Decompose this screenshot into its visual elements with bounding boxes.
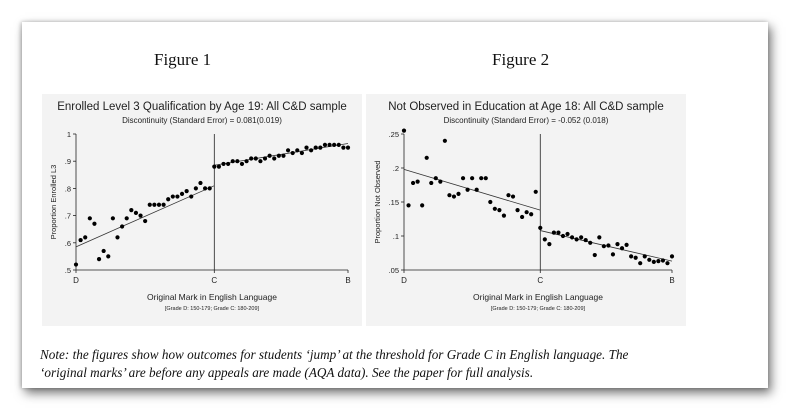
x-tick-label: B xyxy=(669,276,675,285)
note-line-2: ‘original marks’ are before any appeals are made (AQA data). See the paper for full analysis. xyxy=(40,365,534,380)
data-point xyxy=(327,143,331,147)
data-point xyxy=(332,143,336,147)
data-point xyxy=(620,246,624,250)
data-point xyxy=(254,156,258,160)
data-point xyxy=(511,194,515,198)
data-point xyxy=(231,159,235,163)
data-point xyxy=(314,146,318,150)
data-point xyxy=(300,151,304,155)
data-point xyxy=(624,243,628,247)
x-axis-note: [Grade D: 150-179; Grade C: 180-209] xyxy=(490,306,586,312)
data-point xyxy=(194,186,198,190)
data-point xyxy=(565,232,569,236)
data-point xyxy=(318,146,322,150)
data-point xyxy=(161,203,165,207)
data-point xyxy=(221,162,225,166)
chart-subtitle: Discontinuity (Standard Error) = -0.052 (0.018) xyxy=(443,116,609,125)
y-axis-label: Proportion Not Observed xyxy=(373,160,382,244)
data-point xyxy=(547,242,551,246)
data-point xyxy=(402,129,406,133)
data-point xyxy=(152,203,156,207)
data-point xyxy=(593,253,597,257)
x-tick-label: D xyxy=(401,276,407,285)
data-point xyxy=(470,176,474,180)
data-point xyxy=(488,200,492,204)
data-point xyxy=(189,194,193,198)
data-point xyxy=(217,165,221,169)
chart-title: Enrolled Level 3 Qualification by Age 19: All C&D sample xyxy=(57,101,347,113)
data-point xyxy=(323,143,327,147)
x-tick-label: C xyxy=(211,276,218,285)
figure-2-label: Figure 2 xyxy=(492,50,550,69)
x-axis-label: Original Mark in English Language xyxy=(473,292,603,302)
data-point xyxy=(456,192,460,196)
data-point xyxy=(661,258,665,262)
data-point xyxy=(552,231,556,235)
data-point xyxy=(74,262,78,266)
data-point xyxy=(88,216,92,220)
data-point xyxy=(502,214,506,218)
data-point xyxy=(670,254,674,258)
data-point xyxy=(643,254,647,258)
data-point xyxy=(556,231,560,235)
x-tick-label: C xyxy=(537,276,544,285)
data-point xyxy=(166,197,170,201)
data-point xyxy=(258,159,262,163)
data-point xyxy=(529,212,533,216)
data-point xyxy=(665,261,669,265)
data-point xyxy=(125,216,129,220)
data-point xyxy=(185,189,189,193)
data-point xyxy=(295,148,299,152)
chart-title: Not Observed in Education at Age 18: All C&D sample xyxy=(388,101,664,113)
data-point xyxy=(244,159,248,163)
data-point xyxy=(346,146,350,150)
fit-line-right xyxy=(540,231,672,262)
data-point xyxy=(157,203,161,207)
data-point xyxy=(341,146,345,150)
data-point xyxy=(461,176,465,180)
data-point xyxy=(575,237,579,241)
data-point xyxy=(543,237,547,241)
figure-1-label: Figure 1 xyxy=(154,50,212,69)
fit-line-left xyxy=(76,186,214,247)
data-point xyxy=(416,180,420,184)
data-point xyxy=(465,188,469,192)
y-tick-label: .05 xyxy=(388,266,399,275)
data-point xyxy=(534,190,538,194)
data-point xyxy=(134,211,138,215)
data-point xyxy=(588,241,592,245)
data-point xyxy=(106,254,110,258)
data-point xyxy=(337,143,341,147)
data-point xyxy=(579,235,583,239)
data-point xyxy=(198,181,202,185)
data-point xyxy=(203,186,207,190)
y-tick-label: .2 xyxy=(392,164,399,173)
data-point xyxy=(148,203,152,207)
data-point xyxy=(263,156,267,160)
data-point xyxy=(129,208,133,212)
data-point xyxy=(143,219,147,223)
data-point xyxy=(111,216,115,220)
data-point xyxy=(584,238,588,242)
data-point xyxy=(425,156,429,160)
chart-1 xyxy=(42,94,362,326)
data-point xyxy=(304,146,308,150)
data-point xyxy=(83,235,87,239)
data-point xyxy=(538,226,542,230)
data-point xyxy=(652,260,656,264)
data-point xyxy=(309,148,313,152)
note-line-1: Note: the figures show how outcomes for students ‘jump’ at the threshold for Grade C in English language. The xyxy=(40,347,629,362)
data-point xyxy=(92,222,96,226)
data-point xyxy=(497,208,501,212)
data-point xyxy=(520,215,524,219)
chart-panel-1 xyxy=(42,94,362,326)
data-point xyxy=(406,203,410,207)
y-tick-label: .9 xyxy=(64,157,71,167)
data-point xyxy=(475,188,479,192)
data-point xyxy=(277,154,281,158)
data-point xyxy=(570,235,574,239)
data-point xyxy=(235,159,239,163)
data-point xyxy=(226,162,230,166)
data-point xyxy=(479,176,483,180)
data-point xyxy=(281,154,285,158)
data-point xyxy=(443,139,447,143)
x-tick-label: D xyxy=(73,276,79,285)
y-tick-label: .5 xyxy=(64,266,71,275)
data-point xyxy=(506,193,510,197)
data-point xyxy=(120,224,124,228)
y-tick-label: .6 xyxy=(64,238,71,248)
data-point xyxy=(634,256,638,260)
data-point xyxy=(434,176,438,180)
chart-panel-2 xyxy=(366,94,686,326)
data-point xyxy=(272,156,276,160)
data-point xyxy=(138,214,142,218)
data-point xyxy=(429,181,433,185)
x-tick-label: B xyxy=(345,276,351,285)
y-tick-label: .8 xyxy=(64,184,71,194)
y-tick-label: .25 xyxy=(388,130,399,139)
x-axis-note: [Grade D: 150-179; Grade C: 180-209] xyxy=(164,306,260,312)
data-point xyxy=(525,210,529,214)
data-point xyxy=(212,165,216,169)
data-point xyxy=(602,244,606,248)
data-point xyxy=(438,180,442,184)
data-point xyxy=(484,176,488,180)
data-point xyxy=(291,151,295,155)
data-point xyxy=(615,242,619,246)
data-point xyxy=(515,208,519,212)
chart-2 xyxy=(366,94,686,326)
data-point xyxy=(629,254,633,258)
y-tick-label: .7 xyxy=(64,211,71,221)
data-point xyxy=(249,156,253,160)
data-point xyxy=(656,259,660,263)
data-point xyxy=(611,252,615,256)
x-axis-label: Original Mark in English Language xyxy=(147,292,277,302)
data-point xyxy=(597,235,601,239)
data-point xyxy=(606,243,610,247)
data-point xyxy=(97,257,101,261)
fit-line-left xyxy=(404,169,540,210)
data-point xyxy=(268,154,272,158)
data-point xyxy=(171,194,175,198)
data-point xyxy=(447,193,451,197)
data-point xyxy=(647,258,651,262)
data-point xyxy=(493,207,497,211)
y-tick-label: .15 xyxy=(388,198,399,207)
y-axis-label: Proportion Enrolled L3 xyxy=(49,164,58,240)
data-point xyxy=(638,261,642,265)
data-point xyxy=(452,194,456,198)
data-point xyxy=(561,234,565,238)
chart-subtitle: Discontinuity (Standard Error) = 0.081(0.019) xyxy=(122,116,282,125)
data-point xyxy=(208,186,212,190)
data-point xyxy=(79,238,83,242)
data-point xyxy=(411,181,415,185)
y-tick-label: .1 xyxy=(392,232,399,241)
data-point xyxy=(102,249,106,253)
data-point xyxy=(420,203,424,207)
data-point xyxy=(240,162,244,166)
data-point xyxy=(175,194,179,198)
data-point xyxy=(286,148,290,152)
y-tick-label: 1 xyxy=(66,130,71,139)
figure-note xyxy=(40,346,760,382)
data-point xyxy=(115,235,119,239)
data-point xyxy=(180,192,184,196)
